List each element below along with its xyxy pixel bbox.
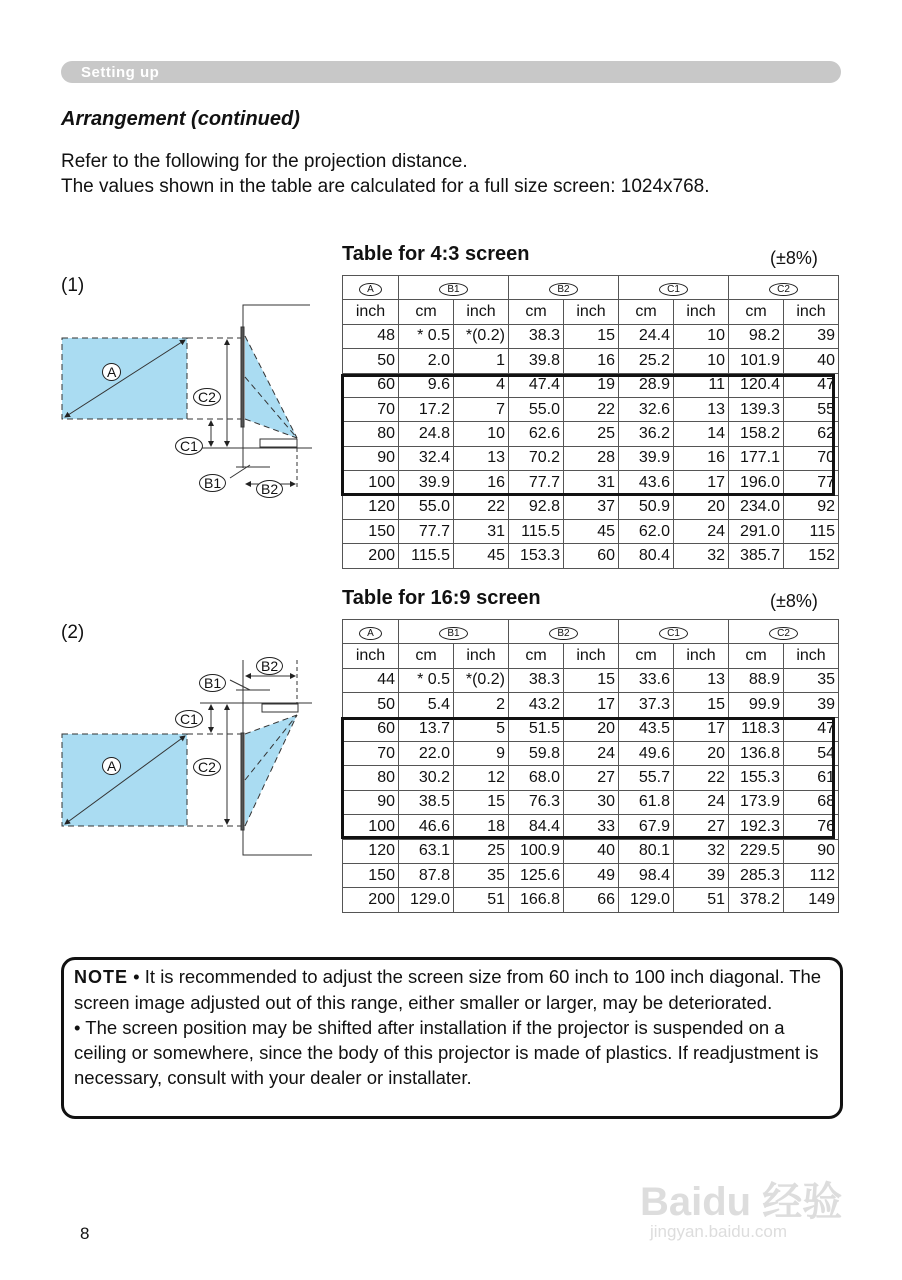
note-text-1: • It is recommended to adjust the screen size from 60 inch to 100 inch diagonal. The screen image adjusted out of this range, either smaller or larger, may be deteriorated. bbox=[74, 966, 822, 1013]
table-cell: 20 bbox=[564, 717, 619, 741]
group-symbol: A bbox=[359, 283, 382, 296]
table-cell: 45 bbox=[564, 519, 619, 543]
table-cell: 60 bbox=[343, 717, 399, 741]
table-cell: 118.3 bbox=[729, 717, 784, 741]
table-cell: 68 bbox=[784, 790, 839, 814]
section-title: Setting up bbox=[81, 64, 160, 81]
table-cell: 55.0 bbox=[509, 397, 564, 421]
diagram-16-9 bbox=[62, 660, 312, 855]
group-symbol: C2 bbox=[769, 627, 798, 640]
table-cell: 1 bbox=[454, 349, 509, 373]
table-row bbox=[343, 693, 839, 717]
unit-cell: cm bbox=[619, 300, 674, 324]
table-cell: 139.3 bbox=[729, 397, 784, 421]
table-cell: 28.9 bbox=[619, 373, 674, 397]
table-cell: 31 bbox=[454, 519, 509, 543]
table-cell: 98.4 bbox=[619, 863, 674, 887]
table-cell: 196.0 bbox=[729, 471, 784, 495]
table-cell: 92 bbox=[784, 495, 839, 519]
group-symbol: B1 bbox=[439, 283, 467, 296]
label-b1-2: B1 bbox=[199, 674, 226, 692]
table-cell: 101.9 bbox=[729, 349, 784, 373]
table-cell: 90 bbox=[343, 790, 399, 814]
table-cell: 70 bbox=[343, 741, 399, 765]
label-a-1: A bbox=[102, 363, 121, 381]
group-header-row bbox=[343, 276, 839, 300]
table-cell: 77 bbox=[784, 471, 839, 495]
table-row bbox=[343, 349, 839, 373]
table-cell: 62 bbox=[784, 422, 839, 446]
table-cell: 39 bbox=[784, 324, 839, 348]
table-cell: 13 bbox=[674, 397, 729, 421]
table-cell: 150 bbox=[343, 519, 399, 543]
table-cell: 38.3 bbox=[509, 668, 564, 692]
table-cell: 22 bbox=[674, 766, 729, 790]
table-cell: 112 bbox=[784, 863, 839, 887]
unit-cell: cm bbox=[509, 644, 564, 668]
group-symbol: B2 bbox=[549, 283, 577, 296]
table-cell: 35 bbox=[454, 863, 509, 887]
table-cell: 285.3 bbox=[729, 863, 784, 887]
group-header-cell bbox=[399, 620, 509, 644]
table-cell: 291.0 bbox=[729, 519, 784, 543]
watermark-logo: Baidu 经验 bbox=[640, 1180, 843, 1224]
table-cell: 22.0 bbox=[399, 741, 454, 765]
table-cell: 192.3 bbox=[729, 815, 784, 839]
table-cell: 129.0 bbox=[619, 888, 674, 912]
unit-cell: inch bbox=[454, 644, 509, 668]
table-cell: 70 bbox=[343, 397, 399, 421]
unit-cell: inch bbox=[784, 644, 839, 668]
table-cell: 67.9 bbox=[619, 815, 674, 839]
table-cell: 50 bbox=[343, 693, 399, 717]
table-cell: 120.4 bbox=[729, 373, 784, 397]
table-cell: 200 bbox=[343, 544, 399, 568]
table-cell: 125.6 bbox=[509, 863, 564, 887]
table-cell: 88.9 bbox=[729, 668, 784, 692]
table-cell: 43.5 bbox=[619, 717, 674, 741]
unit-cell: cm bbox=[509, 300, 564, 324]
table-cell: 120 bbox=[343, 495, 399, 519]
table-cell: 173.9 bbox=[729, 790, 784, 814]
note-text-2: • The screen position may be shifted after installation if the projector is suspended on a ceiling or somewhere, since the body of this projector is made of plastics. If readjustment is necessary, consult with your dealer or installater. bbox=[74, 1017, 819, 1088]
table-cell: 60 bbox=[564, 544, 619, 568]
table-cell: 22 bbox=[454, 495, 509, 519]
label-c1-1: C1 bbox=[175, 437, 203, 455]
table-cell: 70 bbox=[784, 446, 839, 470]
table-cell: 28 bbox=[564, 446, 619, 470]
table-cell: 99.9 bbox=[729, 693, 784, 717]
table-cell: 115 bbox=[784, 519, 839, 543]
table-16-9 bbox=[342, 619, 839, 913]
table-cell: 7 bbox=[454, 397, 509, 421]
table-cell: 129.0 bbox=[399, 888, 454, 912]
table-row bbox=[343, 839, 839, 863]
units-row bbox=[343, 644, 839, 668]
table-cell: 10 bbox=[674, 324, 729, 348]
table-cell: 39.9 bbox=[619, 446, 674, 470]
table-cell: 30 bbox=[564, 790, 619, 814]
table-cell: 39 bbox=[784, 693, 839, 717]
table-cell: 24 bbox=[564, 741, 619, 765]
table-cell: 13.7 bbox=[399, 717, 454, 741]
table-row bbox=[343, 741, 839, 765]
table-cell: 43.2 bbox=[509, 693, 564, 717]
table-cell: 51.5 bbox=[509, 717, 564, 741]
table-cell: 17 bbox=[674, 471, 729, 495]
table-cell: 66 bbox=[564, 888, 619, 912]
figure-1-label: (1) bbox=[61, 275, 85, 296]
group-symbol: C1 bbox=[659, 627, 688, 640]
table-cell: 378.2 bbox=[729, 888, 784, 912]
table-cell: 2 bbox=[454, 693, 509, 717]
table-cell: 10 bbox=[674, 349, 729, 373]
intro-line-1: Refer to the following for the projection distance. bbox=[61, 151, 468, 172]
unit-cell: inch bbox=[564, 300, 619, 324]
table-cell: 24 bbox=[674, 519, 729, 543]
table-cell: 30.2 bbox=[399, 766, 454, 790]
table-cell: 385.7 bbox=[729, 544, 784, 568]
table-cell: 87.8 bbox=[399, 863, 454, 887]
table-cell: 15 bbox=[564, 668, 619, 692]
table-row bbox=[343, 373, 839, 397]
page-number: 8 bbox=[80, 1224, 90, 1243]
unit-cell: inch bbox=[674, 300, 729, 324]
table-row bbox=[343, 815, 839, 839]
table-cell: 115.5 bbox=[399, 544, 454, 568]
table-cell: 60 bbox=[343, 373, 399, 397]
label-c2-1: C2 bbox=[193, 388, 221, 406]
table-cell: 59.8 bbox=[509, 741, 564, 765]
table-row bbox=[343, 495, 839, 519]
table-cell: 80 bbox=[343, 422, 399, 446]
table-cell: 49 bbox=[564, 863, 619, 887]
table-cell: 98.2 bbox=[729, 324, 784, 348]
table-row bbox=[343, 668, 839, 692]
table-cell: 47 bbox=[784, 373, 839, 397]
group-header-cell bbox=[399, 276, 509, 300]
table-cell: 38.3 bbox=[509, 324, 564, 348]
table-cell: 92.8 bbox=[509, 495, 564, 519]
unit-cell: inch bbox=[564, 644, 619, 668]
table-4-3-tolerance: (±8%) bbox=[770, 248, 818, 268]
table-cell: 200 bbox=[343, 888, 399, 912]
table-cell: 153.3 bbox=[509, 544, 564, 568]
table-cell: 38.5 bbox=[399, 790, 454, 814]
table-row bbox=[343, 888, 839, 912]
table-cell: 152 bbox=[784, 544, 839, 568]
table-cell: 46.6 bbox=[399, 815, 454, 839]
table-cell: 5 bbox=[454, 717, 509, 741]
table-cell: 25 bbox=[454, 839, 509, 863]
table-cell: 15 bbox=[454, 790, 509, 814]
label-c1-2: C1 bbox=[175, 710, 203, 728]
table-cell: 24 bbox=[674, 790, 729, 814]
table-cell: 14 bbox=[674, 422, 729, 446]
table-cell: 166.8 bbox=[509, 888, 564, 912]
table-cell: 100.9 bbox=[509, 839, 564, 863]
units-row bbox=[343, 300, 839, 324]
page-heading: Arrangement (continued) bbox=[61, 108, 300, 130]
unit-cell: inch bbox=[454, 300, 509, 324]
table-cell: 33 bbox=[564, 815, 619, 839]
table-cell: 39.9 bbox=[399, 471, 454, 495]
label-c2-2: C2 bbox=[193, 758, 221, 776]
table-row bbox=[343, 422, 839, 446]
table-cell: 9.6 bbox=[399, 373, 454, 397]
table-cell: 27 bbox=[674, 815, 729, 839]
figure-2-label: (2) bbox=[61, 622, 85, 643]
table-cell: 32.4 bbox=[399, 446, 454, 470]
table-cell: 13 bbox=[454, 446, 509, 470]
table-4-3-title: Table for 4:3 screen bbox=[342, 243, 530, 265]
table-cell: 47 bbox=[784, 717, 839, 741]
table-row bbox=[343, 446, 839, 470]
table-cell: 35 bbox=[784, 668, 839, 692]
table-cell: 33.6 bbox=[619, 668, 674, 692]
table-cell: 27 bbox=[564, 766, 619, 790]
table-cell: * 0.5 bbox=[399, 324, 454, 348]
table-cell: 15 bbox=[674, 693, 729, 717]
note-box bbox=[61, 957, 843, 1119]
table-row bbox=[343, 324, 839, 348]
table-cell: 63.1 bbox=[399, 839, 454, 863]
unit-cell: cm bbox=[729, 644, 784, 668]
table-cell: 90 bbox=[343, 446, 399, 470]
unit-cell: inch bbox=[343, 300, 399, 324]
group-header-cell bbox=[619, 620, 729, 644]
table-cell: 61 bbox=[784, 766, 839, 790]
table-cell: 155.3 bbox=[729, 766, 784, 790]
group-header-cell bbox=[343, 276, 399, 300]
table-cell: 18 bbox=[454, 815, 509, 839]
table-cell: 100 bbox=[343, 815, 399, 839]
table-cell: *(0.2) bbox=[454, 324, 509, 348]
table-4-3 bbox=[342, 275, 839, 569]
table-cell: 5.4 bbox=[399, 693, 454, 717]
group-symbol: C1 bbox=[659, 283, 688, 296]
intro-line-2: The values shown in the table are calculated for a full size screen: 1024x768. bbox=[61, 176, 710, 197]
table-cell: 4 bbox=[454, 373, 509, 397]
table-cell: 115.5 bbox=[509, 519, 564, 543]
table-cell: 54 bbox=[784, 741, 839, 765]
table-16-9-tolerance: (±8%) bbox=[770, 591, 818, 611]
table-cell: 229.5 bbox=[729, 839, 784, 863]
table-cell: 24.4 bbox=[619, 324, 674, 348]
unit-cell: inch bbox=[784, 300, 839, 324]
table-cell: 234.0 bbox=[729, 495, 784, 519]
table-cell: 70.2 bbox=[509, 446, 564, 470]
table-cell: 16 bbox=[454, 471, 509, 495]
table-row bbox=[343, 863, 839, 887]
table-cell: 43.6 bbox=[619, 471, 674, 495]
unit-cell: cm bbox=[619, 644, 674, 668]
table-cell: 51 bbox=[674, 888, 729, 912]
group-header-cell bbox=[729, 620, 839, 644]
table-cell: 39.8 bbox=[509, 349, 564, 373]
label-a-2: A bbox=[102, 757, 121, 775]
table-cell: *(0.2) bbox=[454, 668, 509, 692]
table-cell: 44 bbox=[343, 668, 399, 692]
label-b2-2: B2 bbox=[256, 657, 283, 675]
table-cell: 31 bbox=[564, 471, 619, 495]
table-cell: 68.0 bbox=[509, 766, 564, 790]
table-cell: 32 bbox=[674, 544, 729, 568]
table-cell: 136.8 bbox=[729, 741, 784, 765]
table-cell: 25.2 bbox=[619, 349, 674, 373]
table-cell: 10 bbox=[454, 422, 509, 446]
table-cell: 76 bbox=[784, 815, 839, 839]
table-cell: 22 bbox=[564, 397, 619, 421]
table-cell: 149 bbox=[784, 888, 839, 912]
group-header-cell bbox=[509, 276, 619, 300]
table-cell: 24.8 bbox=[399, 422, 454, 446]
unit-cell: cm bbox=[399, 644, 454, 668]
unit-cell: inch bbox=[674, 644, 729, 668]
table-cell: 40 bbox=[564, 839, 619, 863]
unit-cell: cm bbox=[729, 300, 784, 324]
table-cell: 80.4 bbox=[619, 544, 674, 568]
table-cell: 100 bbox=[343, 471, 399, 495]
table-row bbox=[343, 397, 839, 421]
table-cell: 158.2 bbox=[729, 422, 784, 446]
table-cell: 17 bbox=[674, 717, 729, 741]
table-cell: 45 bbox=[454, 544, 509, 568]
table-cell: 62.6 bbox=[509, 422, 564, 446]
table-cell: 36.2 bbox=[619, 422, 674, 446]
table-cell: 77.7 bbox=[399, 519, 454, 543]
watermark-url: jingyan.baidu.com bbox=[650, 1222, 788, 1241]
table-cell: 55 bbox=[784, 397, 839, 421]
table-cell: 55.0 bbox=[399, 495, 454, 519]
group-symbol: B2 bbox=[549, 627, 577, 640]
table-cell: 150 bbox=[343, 863, 399, 887]
table-cell: 16 bbox=[674, 446, 729, 470]
table-cell: 40 bbox=[784, 349, 839, 373]
diagram-4-3 bbox=[62, 305, 312, 490]
table-cell: 55.7 bbox=[619, 766, 674, 790]
group-header-cell bbox=[343, 620, 399, 644]
table-row bbox=[343, 717, 839, 741]
table-cell: 90 bbox=[784, 839, 839, 863]
unit-cell: inch bbox=[343, 644, 399, 668]
table-cell: 13 bbox=[674, 668, 729, 692]
table-cell: 51 bbox=[454, 888, 509, 912]
table-cell: * 0.5 bbox=[399, 668, 454, 692]
table-cell: 49.6 bbox=[619, 741, 674, 765]
table-cell: 76.3 bbox=[509, 790, 564, 814]
table-cell: 9 bbox=[454, 741, 509, 765]
table-cell: 47.4 bbox=[509, 373, 564, 397]
group-header-cell bbox=[729, 276, 839, 300]
group-symbol: A bbox=[359, 627, 382, 640]
table-row bbox=[343, 519, 839, 543]
group-header-cell bbox=[509, 620, 619, 644]
table-cell: 2.0 bbox=[399, 349, 454, 373]
table-cell: 20 bbox=[674, 741, 729, 765]
table-row bbox=[343, 790, 839, 814]
group-symbol: B1 bbox=[439, 627, 467, 640]
table-cell: 15 bbox=[564, 324, 619, 348]
note-label: NOTE bbox=[74, 967, 129, 987]
table-cell: 11 bbox=[674, 373, 729, 397]
table-row bbox=[343, 766, 839, 790]
table-16-9-title: Table for 16:9 screen bbox=[342, 587, 541, 609]
table-cell: 50.9 bbox=[619, 495, 674, 519]
table-cell: 61.8 bbox=[619, 790, 674, 814]
table-cell: 39 bbox=[674, 863, 729, 887]
table-cell: 177.1 bbox=[729, 446, 784, 470]
label-b2-1: B2 bbox=[256, 480, 283, 498]
table-cell: 80 bbox=[343, 766, 399, 790]
table-cell: 50 bbox=[343, 349, 399, 373]
table-cell: 37 bbox=[564, 495, 619, 519]
table-row bbox=[343, 471, 839, 495]
table-cell: 62.0 bbox=[619, 519, 674, 543]
table-cell: 120 bbox=[343, 839, 399, 863]
group-header-row bbox=[343, 620, 839, 644]
group-symbol: C2 bbox=[769, 283, 798, 296]
table-cell: 25 bbox=[564, 422, 619, 446]
table-cell: 37.3 bbox=[619, 693, 674, 717]
label-b1-1: B1 bbox=[199, 474, 226, 492]
table-cell: 19 bbox=[564, 373, 619, 397]
table-cell: 12 bbox=[454, 766, 509, 790]
table-cell: 84.4 bbox=[509, 815, 564, 839]
table-cell: 77.7 bbox=[509, 471, 564, 495]
table-cell: 80.1 bbox=[619, 839, 674, 863]
group-header-cell bbox=[619, 276, 729, 300]
table-cell: 20 bbox=[674, 495, 729, 519]
table-cell: 17.2 bbox=[399, 397, 454, 421]
table-cell: 17 bbox=[564, 693, 619, 717]
table-cell: 48 bbox=[343, 324, 399, 348]
unit-cell: cm bbox=[399, 300, 454, 324]
table-cell: 32.6 bbox=[619, 397, 674, 421]
table-cell: 16 bbox=[564, 349, 619, 373]
table-cell: 32 bbox=[674, 839, 729, 863]
table-row bbox=[343, 544, 839, 568]
